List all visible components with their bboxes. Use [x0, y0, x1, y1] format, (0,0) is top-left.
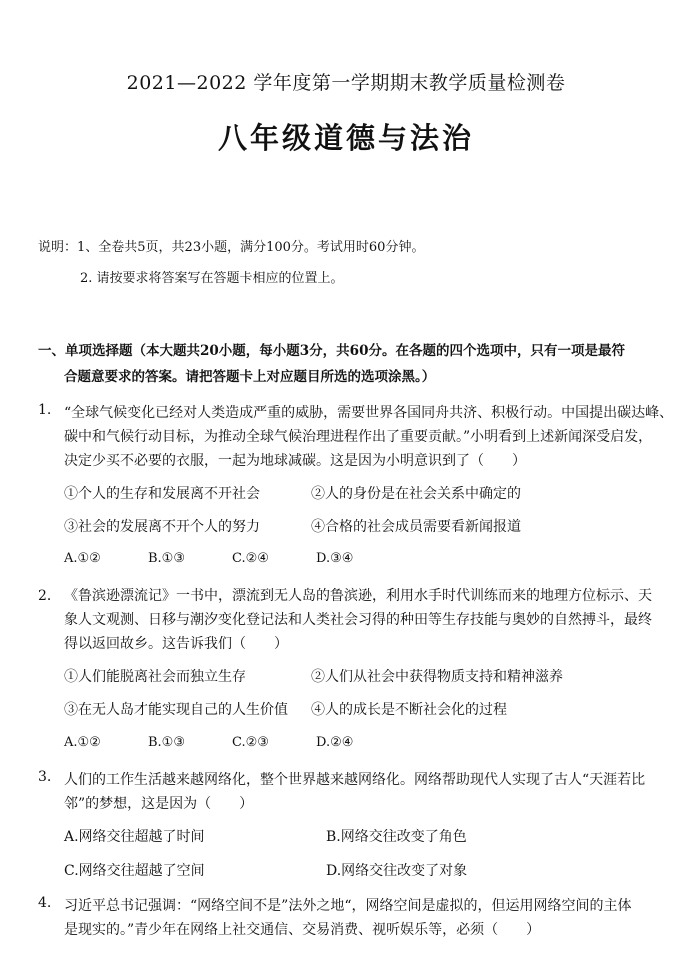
answer-choice: A.①②: [64, 551, 101, 566]
statement-option: ①个人的生存和发展离不开社会: [64, 486, 260, 502]
answer-choice: B.①③: [148, 735, 185, 750]
instruction-line-2: 2. 请按要求将答案写在答题卡相应的位置上。: [80, 271, 344, 286]
question-text-line: 象人文观测、日移与潮汐变化登记法和人类社会习得的种田等生存技能与奥妙的自然搏斗，最终: [64, 612, 652, 628]
question-number: 3.: [38, 769, 52, 785]
question-text-line: 人们的工作生活越来越网络化，整个世界越来越网络化。网络帮助现代人实现了古人“天涯若比: [64, 772, 646, 788]
statement-option: ②人的身份是在社会关系中确定的: [311, 486, 521, 502]
statement-option: ④人的成长是不断社会化的过程: [311, 702, 507, 718]
question-number: 4.: [38, 895, 52, 911]
answer-choice: B.网络交往改变了角色: [326, 829, 467, 845]
answer-choice: C.②④: [232, 551, 269, 566]
statement-option: ③在无人岛才能实现自己的人生价值: [64, 702, 288, 718]
statement-option: ④合格的社会成员需要看新闻报道: [311, 519, 521, 535]
exam-title: 2021—2022 学年度第一学期期末教学质量检测卷: [126, 72, 566, 94]
statement-option: ②人们从社会中获得物质支持和精神滋养: [311, 669, 563, 685]
section-heading-line-2: 合题意要求的答案。请把答题卡上对应题目所选的选项涂黑。）: [64, 369, 436, 385]
answer-choice: D.②④: [316, 735, 354, 750]
question-number: 2．: [38, 588, 61, 604]
answer-choice: A.①②: [64, 735, 101, 750]
answer-choice: C.网络交往超越了空间: [64, 863, 205, 879]
question-text-line: “全球气候变化已经对人类造成严重的威胁，需要世界各国同舟共济、积极行动。中国提出碳达峰、: [64, 405, 674, 421]
question-text-line: 碳中和气候行动目标，为推动全球气候治理进程作出了重要贡献。”小明看到上述新闻深受启发，: [64, 429, 653, 445]
answer-choice: D.③④: [316, 551, 354, 566]
answer-choice: B.①③: [148, 551, 185, 566]
question-text-line: 决定少买不必要的衣服，一起为地球减碳。这是因为小明意识到了（ ）: [64, 453, 526, 469]
answer-choice: C.②③: [232, 735, 269, 750]
section-heading-line-1: 一、单项选择题（本大题共20小题，每小题3分，共60分。在各题的四个选项中，只有一项是最符: [38, 343, 625, 359]
subject-title: 八年级道德与法治: [217, 121, 474, 155]
instruction-line-1: 说明：1、全卷共5页，共23小题，满分100分。考试用时60分钟。: [38, 240, 425, 255]
question-text-line: 得以返回故乡。这告诉我们（ ）: [64, 636, 288, 652]
statement-option: ①人们能脱离社会而独立生存: [64, 669, 246, 685]
question-number: 1.: [38, 402, 52, 418]
question-text-line: 是现实的。”青少年在网络上社交通信、交易消费、视听娱乐等，必须（ ）: [64, 922, 541, 938]
answer-choice: A.网络交往超越了时间: [64, 829, 205, 845]
question-text-line: 习近平总书记强调：“网络空间不是”法外之地“，网络空间是虚拟的，但运用网络空间的主体: [64, 898, 632, 914]
answer-choice: D.网络交往改变了对象: [326, 863, 468, 879]
question-text-line: 邻”的梦想，这是因为（ ）: [64, 796, 254, 812]
statement-option: ③社会的发展离不开个人的努力: [64, 519, 260, 535]
question-text-line: 《鲁滨逊漂流记》一书中，漂流到无人岛的鲁滨逊，利用水手时代训练而来的地理方位标示、天: [64, 588, 652, 604]
